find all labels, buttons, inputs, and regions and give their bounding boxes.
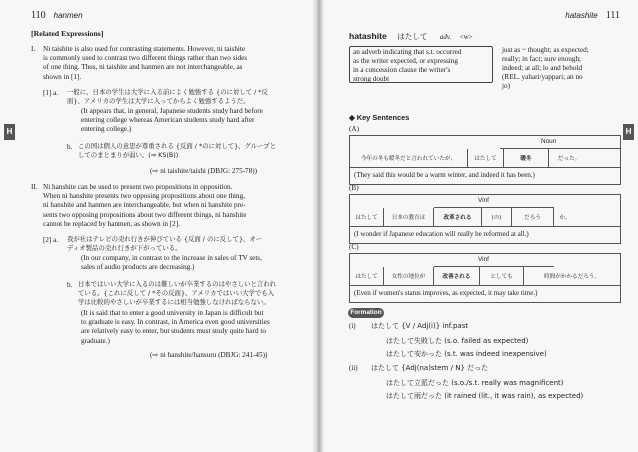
entry-kana: はたして — [397, 32, 428, 41]
key-sentence-table — [349, 253, 621, 303]
ks-cell: はたして — [468, 149, 504, 167]
cross-reference: (⇨ ni hanshite/hansuru (DBJG: 241-45)) — [150, 351, 268, 359]
example-en — [81, 309, 311, 346]
item2-paragraph — [43, 183, 311, 229]
formation-example: はたして雨だった (it rained (lit., it was rain), as expected) — [386, 392, 584, 400]
entry-register: <w> — [459, 33, 473, 41]
jp-line: ディオ製品の売れ行きが下がっている。 — [67, 244, 182, 253]
formation-pattern: はたして {Adj(na)stem / N} だった — [371, 364, 489, 372]
ks-label: (C) — [349, 243, 359, 251]
en-line: entering college.) — [81, 125, 132, 134]
formation-example: はたして立派だった (s.o./s.t. really was magnificent) — [386, 379, 564, 387]
en-line: are relatively easy to enter, but students must study quite hard to — [81, 327, 266, 336]
paragraph-line: shown in [1]. — [43, 72, 82, 81]
book-gutter — [312, 0, 324, 452]
related-expressions-title: [Related Expressions] — [31, 29, 104, 38]
formation-pattern: はたして {V / Adj(i)} inf.past — [371, 322, 469, 330]
key-sentences-title: ◆ Key Sentences — [349, 113, 410, 122]
key-sentence-table — [349, 135, 621, 185]
example-en — [81, 107, 311, 135]
ks-cell: 改革される — [434, 208, 482, 226]
page-number: 111 — [605, 10, 620, 21]
ks-cell: だろう — [512, 208, 554, 226]
ks-head: Noun — [541, 138, 557, 145]
ks-head: Vinf — [478, 197, 489, 204]
table-divider — [350, 285, 620, 286]
jp-line: ている。{これに反して / *その反面}、アメリカではいい大学でも入 — [78, 289, 275, 298]
formation-label: (i) — [349, 322, 356, 330]
entry-pos: adv. — [439, 33, 452, 41]
ks-cell: だった。 — [557, 156, 581, 162]
paragraph-line: of one thing. Thus, ni taishite and hanmen are not interchangeable, as — [43, 63, 243, 72]
ks-cell: はたして — [350, 267, 384, 285]
example-label: b. — [67, 143, 73, 151]
running-head: hatashite — [565, 11, 598, 20]
entry-romaji: hatashite — [349, 31, 387, 41]
ks-translation: (I wonder if Japanese education will really be reformed at all.) — [354, 230, 529, 238]
ks-head: Vinf — [478, 256, 489, 263]
item1-paragraph — [43, 45, 311, 82]
ks-label: (B) — [349, 184, 359, 192]
ks-cell: (の) — [482, 208, 512, 226]
page-number: 110 — [31, 10, 46, 21]
gloss-line: indeed; at all; lo and behold — [502, 64, 583, 72]
definition-box — [349, 46, 493, 83]
entry-headword — [349, 31, 473, 42]
en-line: (It appears that, in general, Japanese students study hard before — [81, 107, 263, 115]
paragraph-line: cannot be replaced by hanmen, as shown in [2]. — [43, 219, 180, 228]
jp-line: 日本ではいい大学に入るのは難しいが卒業するのはやさしいと言われ — [78, 280, 277, 288]
definition-line: an adverb indicating that s.t. occurred — [353, 48, 462, 56]
left-page-header — [31, 10, 83, 21]
formation-heading: Formation — [348, 308, 384, 318]
ks-cell: 時間がかかるだろう。 — [544, 274, 600, 280]
en-line: (In our company, in contrast to the increase in sales of TV sets, — [81, 254, 262, 262]
en-line: graduate.) — [81, 336, 110, 345]
ks-cell: 改善される — [434, 267, 480, 285]
ks-cell: 日本の教育は — [384, 208, 434, 226]
jp-line: この国は個人の意思が尊重される {反面 / *のに対して}、グループと — [78, 142, 276, 150]
example-jp — [78, 280, 311, 308]
ks-cell: としても — [480, 267, 524, 285]
paragraph-line: is commonly used to contrast two different things rather than two sides — [43, 54, 248, 63]
gloss-line: really; in fact; sure enough; — [502, 55, 582, 63]
example-label: [1] a. — [43, 89, 59, 97]
example-label: b. — [67, 281, 73, 289]
section-tab: H — [4, 124, 15, 140]
jp-line: してのまとまりが弱い。(⇒ KS(B)) — [78, 151, 179, 160]
gloss-line: (REL. yahari/yappari; an no — [502, 73, 583, 81]
gloss-line: jo) — [502, 82, 510, 90]
ks-cell: はたして — [350, 208, 384, 226]
item-numeral: II. — [31, 183, 38, 191]
paragraph-line: When ni hanshite presents two opposing propositions about one thing, — [43, 192, 246, 201]
jp-line: 我が社はテレビの売れ行きが伸びている {反面 / のに反して}、オー — [67, 235, 263, 243]
gloss-line: just as ~ thought; as expected; — [502, 46, 589, 54]
paragraph-line: Ni taishite is also used for contrasting statements. However, ni taishite — [43, 45, 246, 53]
definition-line: strong doubt — [353, 75, 390, 83]
en-line: sales of audio products are decreasing.) — [81, 263, 195, 272]
en-line: to graduate is easy. In contrast, in America even good universities — [81, 318, 270, 327]
definition-line: as the writer expected, or expressing — [353, 57, 458, 65]
ks-label: (A) — [349, 125, 359, 133]
en-line: entering college whereas American students study hard after — [81, 116, 255, 125]
definition-line: in a concession clause the writer's — [353, 66, 451, 74]
formation-example: はたして失敗した (s.o. failed as expected) — [386, 337, 529, 345]
table-divider — [350, 226, 620, 227]
en-line: (It is said that to enter a good university in Japan is difficult but — [81, 309, 264, 317]
jp-line: 面}、アメリカの学生は大学に入ってからよく勉強するようだ。 — [67, 97, 250, 106]
example-label: [2] a. — [43, 236, 59, 244]
example-en — [81, 254, 311, 272]
ks-cell: 今年の冬も暖冬だと言われていたが、 — [350, 149, 468, 167]
example-jp — [67, 88, 311, 106]
example-jp — [78, 142, 311, 160]
formation-example: はたして安かった (s.t. was indeed inexpensive) — [386, 350, 547, 358]
cross-reference: (⇨ ni taishite/taishi (DBJG: 275-78)) — [150, 167, 258, 175]
definition-glosses — [502, 46, 622, 91]
paragraph-line: ni hanshite and hanmen are interchangeable, but when ni hanshite pre- — [43, 201, 246, 210]
table-divider — [350, 167, 620, 168]
jp-line: 一般に、日本の学生は大学に入る前によく勉強する {のに対して / *反 — [67, 88, 268, 96]
ks-translation: (They said this would be a warm winter, and indeed it has been.) — [354, 171, 535, 179]
ks-cell: か。 — [559, 215, 571, 221]
ks-translation: (Even if women's status improves, as expected, it may take time.) — [354, 289, 538, 297]
jp-line: 学は比較的やさしいが卒業するには相当勉強しなければならない。 — [78, 298, 270, 307]
paragraph-line: Ni hanshite can be used to present two propositions in opposition. — [43, 183, 233, 191]
example-jp — [67, 235, 311, 253]
left-page — [0, 0, 318, 452]
item-numeral: I. — [31, 45, 36, 53]
ks-cell: 女性の地位が — [384, 267, 434, 285]
formation-label: (ii) — [349, 364, 358, 372]
right-page-header — [565, 10, 620, 21]
right-page — [318, 0, 638, 452]
key-sentence-table — [349, 194, 621, 244]
paragraph-line: sents two opposing propositions about two different things, ni hanshite — [43, 210, 247, 219]
section-tab: H — [623, 124, 634, 140]
running-head: hanmen — [53, 11, 83, 20]
ks-cell: 暖冬 — [504, 149, 549, 167]
